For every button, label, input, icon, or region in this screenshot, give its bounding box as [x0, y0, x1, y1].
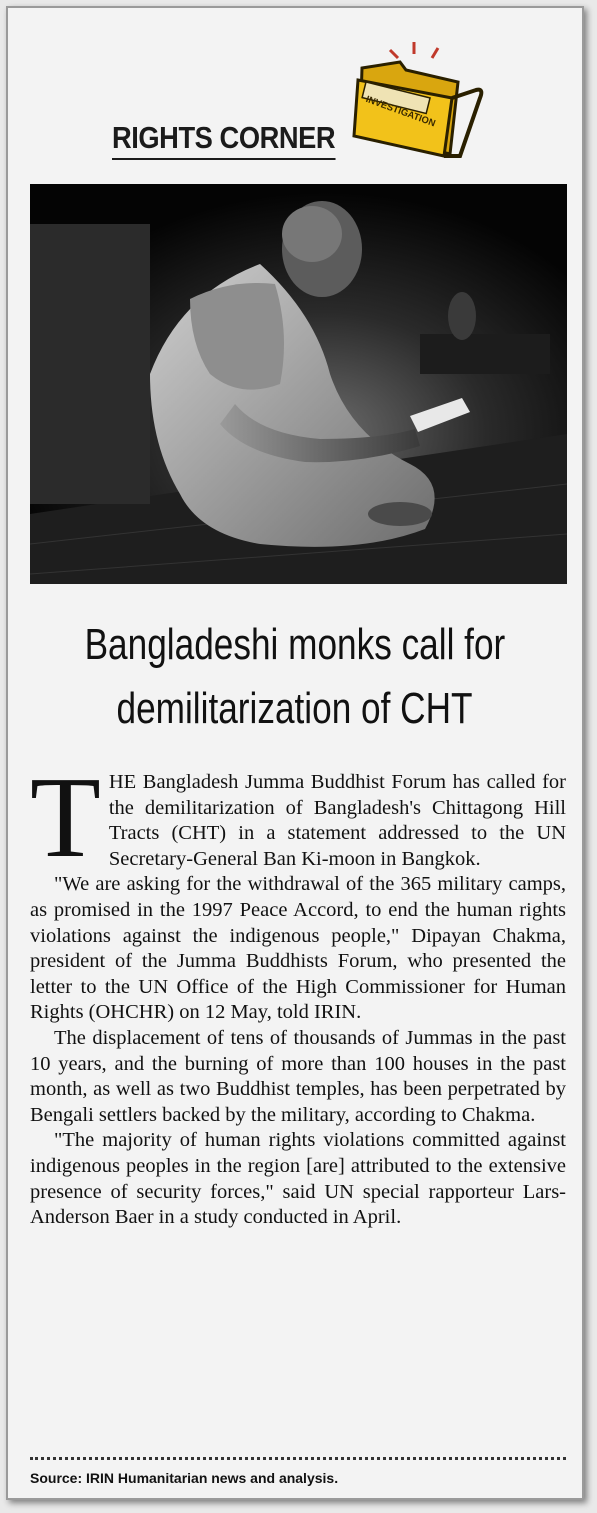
section-header: [8, 8, 582, 183]
headline-line-1: Bangladeshi monks call for: [84, 620, 506, 669]
article-body: [30, 754, 566, 1231]
newspaper-clipping: [6, 6, 584, 1500]
article-photo: [30, 184, 567, 584]
paragraph-2: "We are asking for the withdrawal of the 365 military camps, as promised in the 1997 Peace Accord, to end the human rights violations against the indigenous people," Dipayan Chakma, president of the Jumma Buddhists Forum, who presented the letter to the UN Office of the High Commissioner for Human Rights (OHCHR) on 12 May, told IRIN.: [30, 873, 566, 1024]
monk-reading-photo: [30, 184, 567, 584]
dotted-divider: [30, 1457, 566, 1460]
drop-cap: T: [30, 754, 101, 882]
alert-rays-icon: [390, 42, 438, 58]
paragraph-3: The displacement of tens of thousands of Jummas in the past 10 years, and the burning of more than 100 houses in the past month, as well as two Buddhist temples, has been perpetrated by Bengali settlers backed by the military, according to Chakma.: [30, 1026, 566, 1126]
section-title: RIGHTS CORNER: [112, 120, 335, 160]
paragraph-4: "The majority of human rights violations committed against indigenous peoples in the region [are] attributed to the extensive presence of security forces," said UN special rapporteur Lars-Anderson Baer in a study conducted in April.: [30, 1129, 566, 1229]
investigation-label: INVESTIGATION: [364, 94, 437, 130]
headline-line-2: demilitarization of CHT: [116, 684, 474, 733]
source-credit: Source: IRIN Humanitarian news and analysis.: [30, 1470, 339, 1486]
paragraph-1: THE Bangladesh Jumma Buddhist Forum has called for the demilitarization of Bangladesh's Chittagong Hill Tracts (CHT) in a statement addressed to the UN Secretary-General Ban Ki-moon in Bangkok.: [30, 754, 566, 882]
